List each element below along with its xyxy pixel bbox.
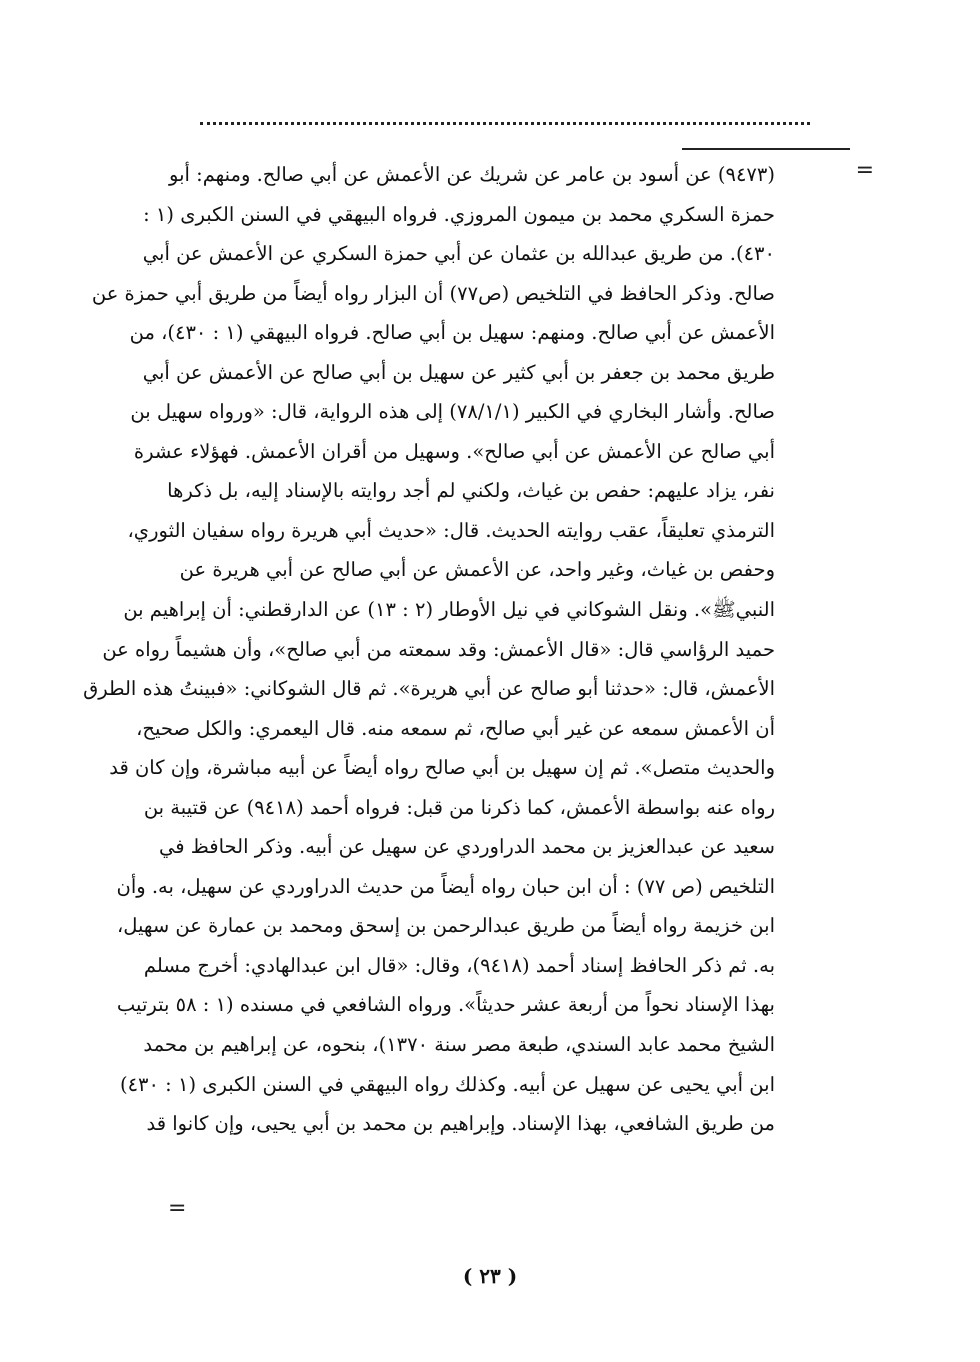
text-line: (٩٤٧٣) عن أسود بن عامر عن شريك عن الأعمش عن أبي صالح. ومنهم: أبو xyxy=(169,163,775,186)
text-line: صالح. وذكر الحافظ في التلخيص (ص٧٧) أن البزار رواه أيضاً من طريق أبي حمزة عن xyxy=(91,281,775,305)
text-line: حميد الرؤاسي قال: «قال الأعمش: وقد سمعته من أبي صالح»، وأن هشيماً رواه عن xyxy=(102,637,775,661)
continuation-mark-bottom: = xyxy=(168,1196,187,1221)
text-line: الأعمش عن أبي صالح. ومنهم: سهيل بن أبي صالح. فرواه البيهقي (١ : ٤٣٠)، من xyxy=(129,321,775,345)
text-line: وحفص بن غياث، وغير واحد، عن الأعمش عن أبي صالح عن أبي هريرة عن xyxy=(179,558,775,582)
text-line: التلخيص (ص ٧٧) : أن ابن حبان رواه أيضاً من حديث الدراوردي عن سهيل، به. وأن xyxy=(116,874,775,898)
continuation-mark-top: = xyxy=(855,158,874,183)
text-line: طريق محمد بن جعفر بن أبي كثير عن سهيل بن أبي صالح عن الأعمش عن أبي xyxy=(142,360,775,384)
footnote-text xyxy=(83,155,775,1144)
text-line: من طريق الشافعي، بهذا الإسناد. وإبراهيم بن محمد بن أبي يحيى، وإن كانوا قد xyxy=(146,1112,775,1136)
text-line: رواه عنه بواسطة الأعمش، كما ذكرنا من قبل: فرواه أحمد (٩٤١٨) عن قتيبة بن xyxy=(143,795,775,819)
text-line: بهذا الإسناد نحواً من أربعة عشر حديثاً». ورواه الشافعي في مسنده (١ : ٥٨ بترتيب xyxy=(116,993,775,1017)
text-line: سعيد عن عبدالعزيز بن محمد الدراوردي عن سهيل عن أبيه. وذكر الحافظ في xyxy=(159,835,775,859)
dotted-separator xyxy=(200,122,810,125)
text-line: النبيﷺ». ونقل الشوكاني في نيل الأوطار (٢ : ١٣) عن الدارقطني: أن إبراهيم بن xyxy=(123,598,775,622)
text-line: ٤٣٠). من طريق عبدالله بن عثمان عن أبي حمزة السكري عن الأعمش عن أبي xyxy=(142,242,775,266)
page-number: ( ٢٣ ) xyxy=(462,1264,518,1288)
text-line: حمزة السكري محمد بن ميمون المروزي. فرواه البيهقي في السنن الكبرى (١ : xyxy=(143,202,775,226)
text-line: نفر، يزاد عليهم: حفص بن غياث، ولكني لم أجد روايته بالإسناد إليه، بل ذكرها xyxy=(167,479,775,503)
text-line: الشيخ محمد عابد السندي، طبعة مصر سنة ١٣٧٠)، بنحوه، عن إبراهيم بن محمد xyxy=(143,1033,775,1057)
text-line: ابن خزيمة رواه أيضاً من طريق عبدالرحمن بن إسحق ومحمد بن عمارة عن سهيل، xyxy=(116,914,775,938)
text-line: والحديث متصل». ثم إن سهيل بن أبي صالح رواه أيضاً عن أبيه مباشرة، وإن كان قد xyxy=(109,756,775,780)
text-line: أن الأعمش سمعه عن غير أبي صالح، ثم سمعه منه. قال اليعمري: والكل صحيح، xyxy=(136,716,775,740)
text-line: الترمذي تعليقاً، عقب روايته الحديث. قال: «حديث أبي هريرة رواه سفيان الثوري، xyxy=(127,518,775,542)
text-line: أبي صالح عن الأعمش عن أبي صالح». وسهيل من أقران الأعمش. فهؤلاء عشرة xyxy=(133,439,775,463)
text-line: ابن أبي يحيى عن سهيل عن أبيه. وكذلك رواه البيهقي في السنن الكبرى (١ : ٤٣٠) xyxy=(119,1072,775,1096)
footnote-rule xyxy=(682,148,850,150)
text-line: الأعمش، قال: «حدثنا أبو صالح عن أبي هريرة». ثم قال الشوكاني: «فبينتُ هذه الطرق xyxy=(83,677,775,701)
text-line: صالح. وأشار البخاري في الكبير (٧٨/١/١) إلى هذه الرواية، قال: «ورواه سهيل بن xyxy=(130,400,775,424)
text-line: به. ثم ذكر الحافظ إسناد أحمد (٩٤١٨)، وقال: «قال ابن عبدالهادي: أخرج مسلم xyxy=(143,953,775,977)
